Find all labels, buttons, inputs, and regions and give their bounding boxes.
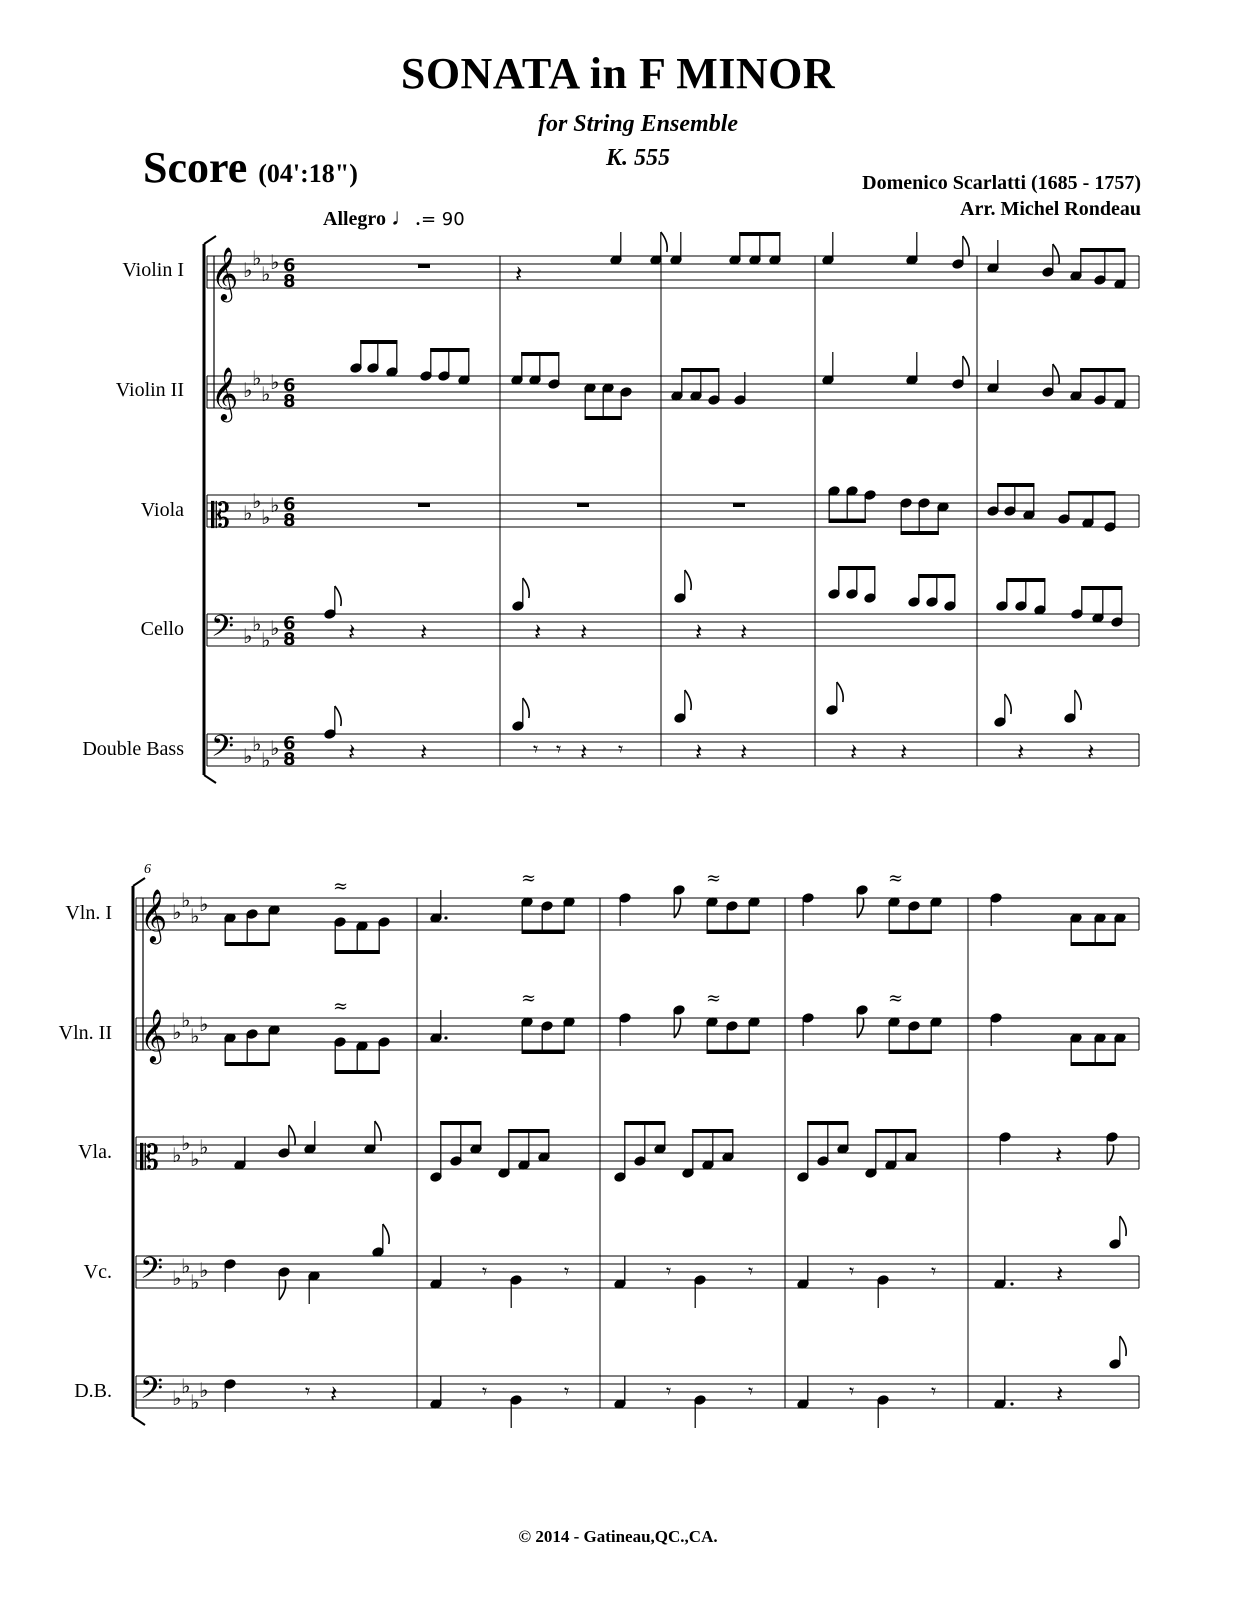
beam	[508, 1129, 549, 1133]
instrument-label-viola: Viola	[140, 499, 184, 521]
treble-clef: 𝄞	[140, 1008, 168, 1062]
beam	[997, 483, 1034, 487]
trill-ornament: ≈	[521, 988, 537, 1009]
key-signature-flat: ♭	[172, 1143, 182, 1167]
beam	[807, 1121, 848, 1125]
trill-ornament: ≈	[521, 868, 537, 889]
beam	[522, 930, 565, 934]
flag	[674, 1018, 680, 1038]
flag	[289, 1125, 295, 1145]
treble-clef: 𝄞	[211, 246, 239, 300]
key-signature-flat: ♭	[261, 628, 271, 652]
eighth-rest: 𝄾	[564, 1379, 570, 1403]
beam	[522, 1050, 565, 1054]
flag	[383, 1224, 389, 1244]
key-signature-flat: ♭	[270, 250, 280, 274]
instrument-label-vln-2: Vln. II	[58, 1022, 112, 1044]
system-1	[204, 232, 1139, 783]
key-signature-flat: ♭	[181, 1254, 191, 1278]
augmentation-dot	[444, 1036, 447, 1039]
key-signature-flat: ♭	[270, 616, 280, 640]
flag	[335, 586, 341, 606]
eighth-rest: 𝄾	[931, 1259, 937, 1283]
key-signature-flat: ♭	[243, 744, 253, 768]
flag	[1053, 244, 1059, 264]
eighth-rest: 𝄾	[748, 1259, 754, 1283]
treble-clef: 𝄞	[211, 366, 239, 420]
key-signature-flat: ♭	[190, 1270, 200, 1294]
bracket-hook	[133, 878, 145, 886]
time-signature-top: 6	[283, 733, 296, 754]
whole-rest	[733, 503, 745, 507]
key-signature-flat: ♭	[190, 1390, 200, 1414]
instrument-label-double-bass: Double Bass	[82, 738, 184, 760]
key-signature-flat: ♭	[252, 246, 262, 270]
key-signature-flat: ♭	[243, 624, 253, 648]
augmentation-dot	[1010, 1402, 1013, 1405]
instrument-label-violin-2: Violin II	[115, 379, 184, 401]
quarter-rest: 𝄽	[420, 618, 428, 646]
key-signature-flat: ♭	[190, 904, 200, 928]
instrument-label-vla: Vla.	[78, 1141, 112, 1163]
key-signature-flat: ♭	[199, 1012, 209, 1036]
quarter-rest: 𝄽	[740, 618, 748, 646]
trill-ornament: ≈	[888, 868, 904, 889]
flag	[1053, 364, 1059, 384]
bracket-hook	[204, 236, 216, 244]
time-signature-bottom: 8	[283, 271, 296, 292]
key-signature-flat: ♭	[181, 888, 191, 912]
beam	[585, 416, 622, 420]
beam	[1071, 1062, 1116, 1066]
key-signature-flat: ♭	[270, 736, 280, 760]
key-signature-flat: ♭	[181, 1131, 191, 1155]
beam	[1080, 248, 1125, 252]
beam	[707, 1050, 750, 1054]
beam	[225, 1062, 270, 1066]
flag	[963, 356, 969, 376]
eighth-rest: 𝄾	[666, 1259, 672, 1283]
beam	[1080, 368, 1125, 372]
quarter-rest: 𝄽	[850, 738, 858, 766]
alto-clef: 𝄡	[211, 496, 230, 536]
quarter-rest: 𝄽	[330, 1380, 338, 1408]
beam	[1006, 578, 1045, 582]
flag	[685, 570, 691, 590]
quarter-rest: 𝄽	[580, 738, 588, 766]
beam	[889, 1050, 932, 1054]
key-signature-flat: ♭	[190, 1147, 200, 1171]
trill-ornament: ≈	[333, 996, 349, 1017]
trill-ornament: ≈	[888, 988, 904, 1009]
instrument-label-vc: Vc.	[83, 1261, 112, 1283]
beam	[1081, 586, 1122, 590]
eighth-rest: 𝄾	[482, 1259, 488, 1283]
beam	[918, 574, 955, 578]
bass-clef: 𝄢	[211, 730, 235, 771]
measure-number: 6	[144, 862, 151, 877]
eighth-rest: 𝄾	[748, 1379, 754, 1403]
beam	[1068, 491, 1115, 495]
quarter-rest: 𝄽	[534, 618, 542, 646]
key-signature-flat: ♭	[261, 505, 271, 529]
eighth-rest: 𝄾	[305, 1379, 311, 1403]
key-signature-flat: ♭	[190, 1024, 200, 1048]
flag	[523, 698, 529, 718]
beam	[681, 368, 719, 372]
quarter-rest: 𝄽	[348, 618, 356, 646]
catalog-number: K. 555	[605, 145, 670, 171]
key-signature-flat: ♭	[270, 370, 280, 394]
tempo-value: = 90	[420, 209, 465, 230]
quarter-rest: 𝄽	[515, 260, 523, 288]
flag	[279, 1280, 285, 1300]
eighth-rest: 𝄾	[849, 1259, 855, 1283]
copyright-notice: © 2014 - Gatineau,QC.,CA.	[518, 1527, 718, 1546]
beam	[335, 1070, 380, 1074]
treble-clef: 𝄞	[140, 888, 168, 942]
key-signature-flat: ♭	[252, 489, 262, 513]
beam	[875, 1129, 916, 1133]
quarter-rest: 𝄽	[420, 738, 428, 766]
eighth-rest: 𝄾	[931, 1379, 937, 1403]
beam	[624, 1121, 665, 1125]
key-signature-flat: ♭	[199, 1135, 209, 1159]
quarter-rest: 𝄽	[1087, 738, 1095, 766]
flag	[375, 1121, 381, 1141]
beam	[335, 950, 380, 954]
bass-clef: 𝄢	[140, 1372, 164, 1413]
quarter-rest: 𝄽	[695, 738, 703, 766]
key-signature-flat: ♭	[252, 732, 262, 756]
score-subtitle: for String Ensemble	[537, 111, 739, 137]
eighth-rest: 𝄾	[849, 1379, 855, 1403]
quarter-rest: 𝄽	[348, 738, 356, 766]
composer-credit: Domenico Scarlatti (1685 - 1757)	[862, 172, 1141, 194]
key-signature-flat: ♭	[199, 1258, 209, 1282]
flag	[1075, 690, 1081, 710]
beam	[430, 348, 469, 352]
time-signature-bottom: 8	[283, 510, 296, 531]
key-signature-flat: ♭	[261, 382, 271, 406]
key-signature-flat: ♭	[199, 892, 209, 916]
flag	[335, 706, 341, 726]
flag	[523, 578, 529, 598]
key-signature-flat: ♭	[261, 262, 271, 286]
instrument-label-violin-1: Violin I	[122, 259, 184, 281]
quarter-rest: 𝄽	[1056, 1380, 1064, 1408]
key-signature-flat: ♭	[172, 1386, 182, 1410]
trill-ornament: ≈	[333, 876, 349, 897]
bass-clef: 𝄢	[211, 610, 235, 651]
key-signature-flat: ♭	[243, 258, 253, 282]
quarter-rest: 𝄽	[900, 738, 908, 766]
eighth-rest: 𝄾	[556, 737, 562, 761]
beam	[1071, 942, 1116, 946]
key-signature-flat: ♭	[270, 493, 280, 517]
key-signature-flat: ♭	[261, 748, 271, 772]
instrument-label-cello: Cello	[140, 618, 184, 640]
flag	[1005, 694, 1011, 714]
key-signature-flat: ♭	[252, 612, 262, 636]
score-label-text: Score	[143, 143, 248, 192]
beam	[889, 930, 932, 934]
time-signature-bottom: 8	[283, 629, 296, 650]
tempo-text: Allegro	[323, 208, 386, 230]
score-duration: (04':18")	[258, 159, 358, 188]
time-signature-top: 6	[283, 613, 296, 634]
key-signature-flat: ♭	[181, 1008, 191, 1032]
beam	[838, 566, 875, 570]
beam	[901, 531, 939, 535]
eighth-rest: 𝄾	[666, 1379, 672, 1403]
system-2	[133, 868, 1139, 1428]
eighth-rest: 𝄾	[564, 1259, 570, 1283]
quarter-rest: 𝄽	[740, 738, 748, 766]
time-signature-top: 6	[283, 375, 296, 396]
bass-clef: 𝄢	[140, 1252, 164, 1293]
time-signature-top: 6	[283, 255, 296, 276]
quarter-rest: 𝄽	[1055, 1141, 1063, 1169]
beam	[360, 340, 397, 344]
key-signature-flat: ♭	[199, 1378, 209, 1402]
trill-ornament: ≈	[706, 988, 722, 1009]
bracket-hook	[204, 775, 216, 783]
arranger-credit: Arr. Michel Rondeau	[960, 198, 1141, 220]
quarter-rest: 𝄽	[1056, 1260, 1064, 1288]
key-signature-flat: ♭	[243, 378, 253, 402]
flag	[963, 236, 969, 256]
whole-rest	[418, 264, 430, 268]
flag	[837, 682, 843, 702]
augmentation-dot	[444, 916, 447, 919]
bracket-hook	[133, 1417, 145, 1425]
beam	[440, 1121, 481, 1125]
time-signature-bottom: 8	[283, 391, 296, 412]
key-signature-flat: ♭	[181, 1374, 191, 1398]
key-signature-flat: ♭	[252, 366, 262, 390]
time-signature-top: 6	[283, 494, 296, 515]
flag	[674, 898, 680, 918]
instrument-label-vln-1: Vln. I	[65, 902, 112, 924]
eighth-rest: 𝄾	[618, 737, 624, 761]
flag	[1120, 1216, 1126, 1236]
flag	[857, 1018, 863, 1038]
augmentation-dot	[1010, 1282, 1013, 1285]
score-title: SONATA in F MINOR	[400, 49, 836, 98]
beam	[739, 232, 780, 236]
key-signature-flat: ♭	[172, 1020, 182, 1044]
beam	[707, 930, 750, 934]
key-signature-flat: ♭	[172, 1266, 182, 1290]
trill-ornament: ≈	[706, 868, 722, 889]
dotted-quarter-note-icon: ♩.	[390, 205, 421, 231]
key-signature-flat: ♭	[172, 900, 182, 924]
eighth-rest: 𝄾	[482, 1379, 488, 1403]
flag	[685, 690, 691, 710]
beam	[521, 352, 559, 356]
eighth-rest: 𝄾	[533, 737, 539, 761]
quarter-rest: 𝄽	[695, 618, 703, 646]
key-signature-flat: ♭	[243, 501, 253, 525]
alto-clef: 𝄡	[140, 1138, 159, 1178]
beam	[829, 519, 866, 523]
instrument-label-db: D.B.	[74, 1380, 112, 1402]
whole-rest	[577, 503, 589, 507]
quarter-rest: 𝄽	[1017, 738, 1025, 766]
beam	[225, 942, 270, 946]
flag	[1120, 1336, 1126, 1356]
flag	[1107, 1145, 1113, 1165]
whole-rest	[418, 503, 430, 507]
beam	[692, 1129, 733, 1133]
flag	[857, 898, 863, 918]
time-signature-bottom: 8	[283, 749, 296, 770]
flag	[661, 232, 667, 252]
quarter-rest: 𝄽	[580, 618, 588, 646]
